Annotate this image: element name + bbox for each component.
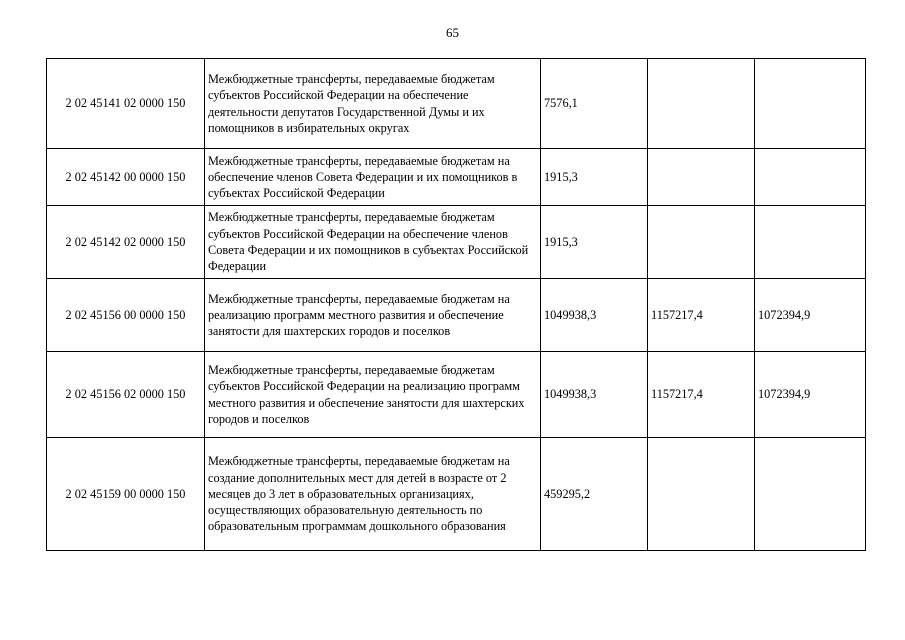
revenue-code: 2 02 45159 00 0000 150 [47,438,205,551]
amount-year-3 [755,59,866,149]
amount-year-1: 1049938,3 [541,352,648,438]
amount-year-1: 1915,3 [541,149,648,206]
page-number: 65 [446,25,459,40]
table-row [47,59,866,149]
table-row [47,149,866,206]
table-row [47,206,866,279]
table-row [47,438,866,551]
amount-year-1: 7576,1 [541,59,648,149]
revenue-name: Межбюджетные трансферты, передаваемые бюджетам субъектов Российской Федерации на обеспечение членов Совета Федерации и их помощников в субъектах Российской Федерации [205,206,541,279]
amount-year-1: 1049938,3 [541,279,648,352]
amount-year-3 [755,438,866,551]
amount-year-2: 1157217,4 [648,279,755,352]
amount-year-3 [755,206,866,279]
revenue-name: Межбюджетные трансферты, передаваемые бюджетам на создание дополнительных мест для детей в возрасте от 2 месяцев до 3 лет в образовательных организациях, осуществляющих образовательную деятельность по образовательным программам дошкольного образования [205,438,541,551]
amount-year-3: 1072394,9 [755,352,866,438]
amount-year-2 [648,438,755,551]
revenue-code: 2 02 45156 02 0000 150 [47,352,205,438]
revenue-code: 2 02 45142 00 0000 150 [47,149,205,206]
amount-year-1: 1915,3 [541,206,648,279]
revenue-name: Межбюджетные трансферты, передаваемые бюджетам субъектов Российской Федерации на реализацию программ местного развития и обеспечение занятости для шахтерских городов и поселков [205,352,541,438]
amount-year-1: 459295,2 [541,438,648,551]
revenue-name: Межбюджетные трансферты, передаваемые бюджетам субъектов Российской Федерации на обеспечение деятельности депутатов Государственной Думы и их помощников в избирательных округах [205,59,541,149]
revenue-name: Межбюджетные трансферты, передаваемые бюджетам на реализацию программ местного развития и обеспечение занятости для шахтерских городов и поселков [205,279,541,352]
revenue-code: 2 02 45141 02 0000 150 [47,59,205,149]
revenue-code: 2 02 45142 02 0000 150 [47,206,205,279]
amount-year-2 [648,59,755,149]
revenue-name: Межбюджетные трансферты, передаваемые бюджетам на обеспечение членов Совета Федерации и их помощников в субъектах Российской Федерации [205,149,541,206]
amount-year-2 [648,149,755,206]
revenue-code: 2 02 45156 00 0000 150 [47,279,205,352]
amount-year-2 [648,206,755,279]
budget-table [46,58,866,551]
amount-year-2: 1157217,4 [648,352,755,438]
table-row [47,352,866,438]
amount-year-3: 1072394,9 [755,279,866,352]
amount-year-3 [755,149,866,206]
table-row [47,279,866,352]
